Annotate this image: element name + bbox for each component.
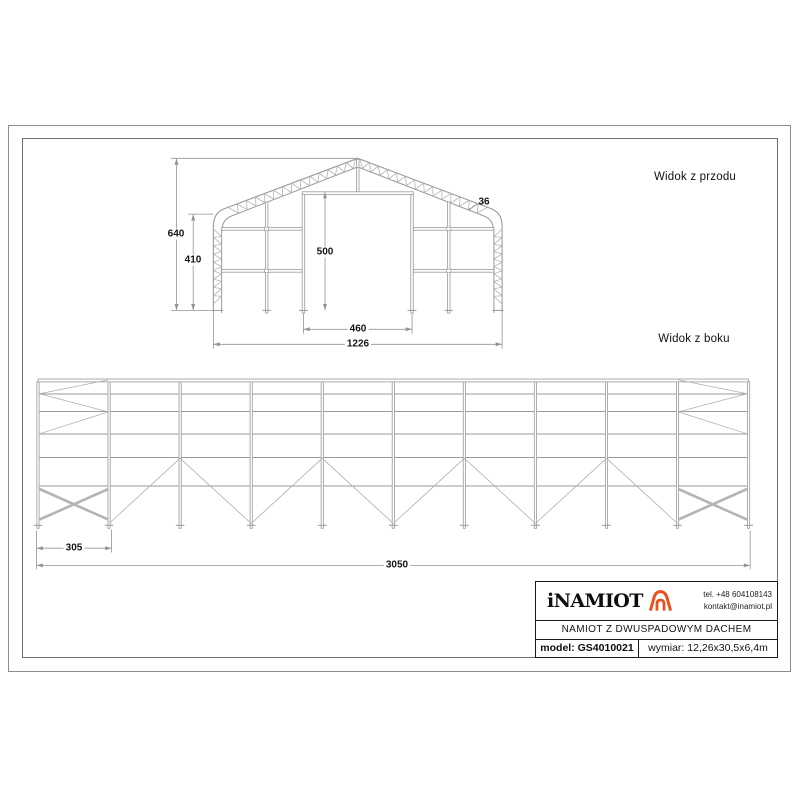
dim-door-height: 500 [316, 246, 334, 258]
side-view-drawing [34, 379, 753, 569]
model-text: model: GS4010021 [540, 642, 634, 655]
side-view-label: Widok z boku [658, 333, 730, 345]
dim-total-height: 640 [167, 228, 185, 240]
product-name-row [536, 621, 777, 640]
model-row [536, 640, 777, 658]
title-block-header-row [536, 582, 777, 621]
brand-name: iNAMIOT [547, 589, 643, 612]
product-name: NAMIOT Z DWUSPADOWYM DACHEM [561, 624, 752, 636]
contact-info [703, 589, 777, 613]
dimension-text: wymiar: 12,26x30,5x6,4m [648, 642, 768, 655]
front-view-label: Widok z przodu [653, 171, 737, 183]
dimension-cell [639, 640, 777, 658]
front-view-drawing [171, 158, 504, 348]
dim-total-width: 1226 [346, 338, 370, 350]
model-cell [536, 640, 639, 658]
dim-end-bay-width: 305 [65, 542, 83, 554]
email-address: kontakt@inamiot.pl [703, 602, 772, 611]
title-block [535, 581, 778, 658]
dim-truss-depth: 36 [478, 196, 490, 208]
brand-logo [536, 589, 674, 613]
tent-icon [647, 587, 674, 613]
dim-side-wall-height: 410 [184, 254, 202, 266]
dim-door-width: 460 [349, 323, 367, 335]
dim-total-length: 3050 [385, 559, 409, 571]
phone-number: tel. +48 604108143 [703, 590, 772, 599]
